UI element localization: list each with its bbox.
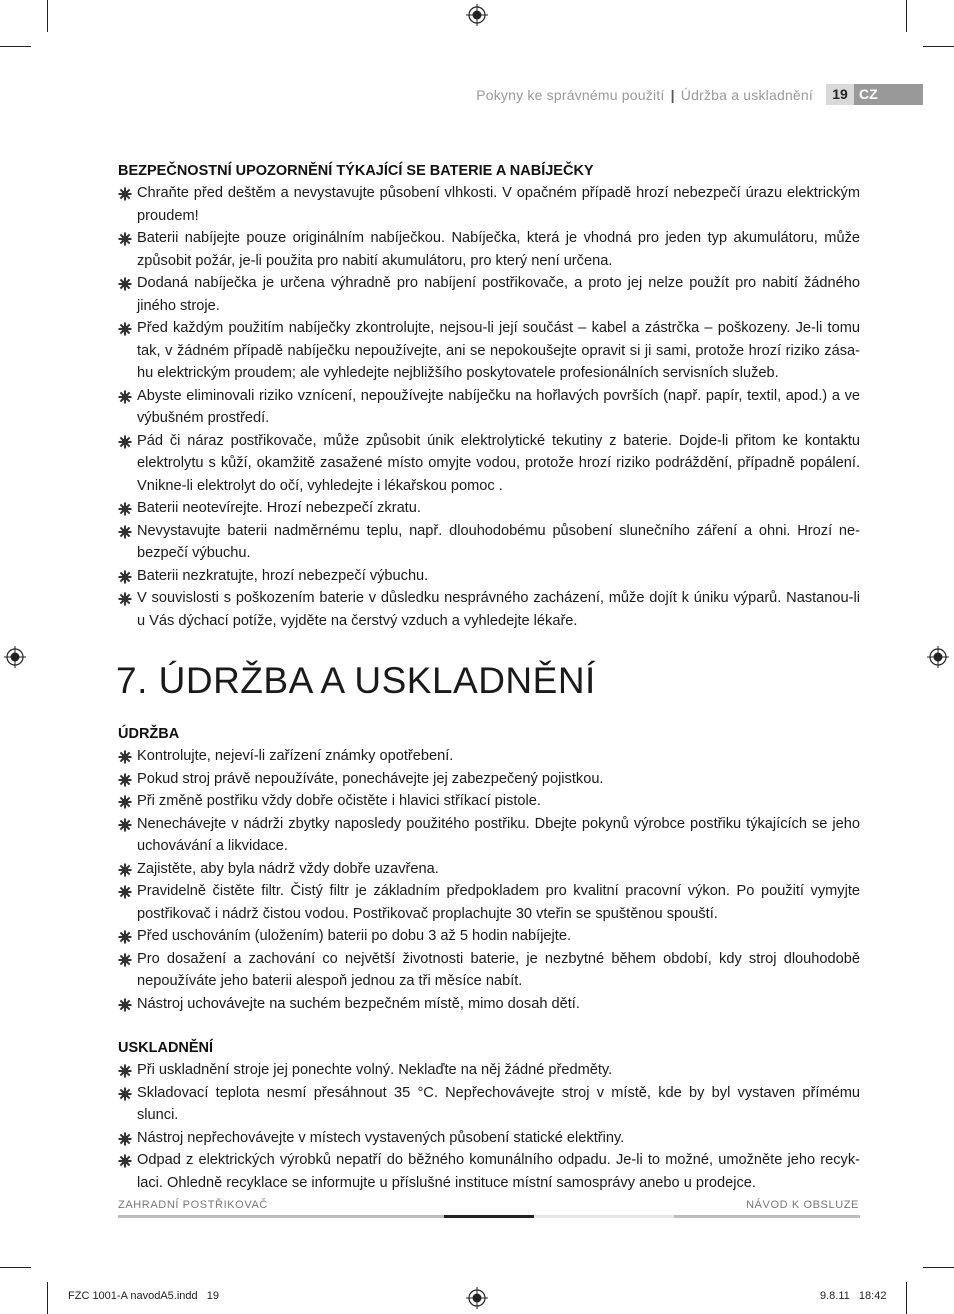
bullet-icon — [118, 569, 132, 583]
footer-rule-accent — [444, 1215, 534, 1218]
list-item-text: Nástroj uchovávejte na suchém bezpečném místě, mimo dosah dětí. — [137, 995, 580, 1012]
bullet-icon — [118, 434, 132, 448]
list-item — [118, 858, 860, 881]
list-item — [118, 925, 860, 948]
list-item-text: Pokud stroj právě nepoužíváte, ponechávejte jej zabezpečený pojistkou. — [137, 770, 604, 787]
bullet-icon — [118, 952, 132, 966]
list-item — [118, 880, 860, 925]
list-item-text: Abyste eliminovali riziko vznícení, nepoužívejte nabíječku na hořlavých površích (např. papír, textil, apod.) a ve výbušném prostředí. — [137, 387, 860, 426]
list-item — [118, 385, 860, 430]
bullet-icon — [118, 1153, 132, 1167]
list-item-text: Chraňte před deštěm a nevystavujte působení vlhkosti. V opačném případě hrozí nebezpečí úrazu elektrickým proudem! — [137, 185, 860, 224]
list-item — [118, 790, 860, 813]
list-item — [118, 1059, 860, 1082]
list-item-text: Před každým použitím nabíječky zkontrolujte, nejsou-li její součást – kabel a zástrčka – poškozeny. Je-li tomu tak, v žádném případě nabíječku nepoužívejte, ani se nepokoušejte opravit si ji sami, protože hrozí riziko zása-hu elektrickým proudem; ale vyhledejte nejbližšího poskytovatele profesionálních servisních služeb. — [137, 320, 860, 381]
crop-mark — [923, 46, 954, 47]
header-section: Pokyny ke správnému použití — [476, 87, 665, 103]
list-item-text: Pravidelně čistěte filtr. Čistý filtr je základním předpokladem pro kvalitní pracovní výkon. Po použití vymyjte postřikovač i nádrž čistou vodou. Postřikovač proplachujte 30 vteřin se spuštěnou spouští. — [137, 883, 860, 922]
crop-mark — [923, 1267, 954, 1268]
bullet-icon — [118, 884, 132, 898]
storage-list — [118, 1059, 860, 1194]
list-item-text: Nevystavujte baterii nadměrnému teplu, např. dlouhodobému působení slunečního záření a ohni. Hrozí ne-bezpečí výbuchu. — [137, 522, 860, 561]
list-item — [118, 745, 860, 768]
list-item — [118, 227, 860, 272]
list-item-text: Nenechávejte v nádrži zbytky naposledy použitého postřiku. Dbejte pokynů výrobce postřiku týkajících se jeho uchovávání a likvidace. — [137, 815, 860, 854]
list-item-text: Baterii nabíjejte pouze originálním nabíječkou. Nabíječka, která je vhodná pro jeden typ akumulátoru, může způsobit požár, je-li použita pro nabití akumulátoru, pro který není určena. — [137, 230, 860, 269]
registration-mark-icon — [927, 646, 949, 668]
crop-mark — [47, 0, 48, 32]
bullet-icon — [118, 276, 132, 290]
bullet-icon — [118, 997, 132, 1011]
maintenance-list — [118, 745, 860, 1015]
bullet-icon — [118, 231, 132, 245]
footer-manual: NÁVOD K OBSLUZE — [746, 1199, 859, 1211]
list-item — [118, 272, 860, 317]
list-item-text: Skladovací teplota nesmí přesáhnout 35 °C. Nepřechovávejte stroj v místě, kde by byl vystaven přímému slunci. — [137, 1084, 860, 1123]
language-tab: CZ — [854, 84, 923, 105]
list-item — [118, 587, 860, 632]
list-item — [118, 813, 860, 858]
registration-mark-icon — [466, 4, 488, 26]
bullet-icon — [118, 794, 132, 808]
crop-mark — [0, 46, 31, 47]
header-chapter: Údržba a uskladnění — [680, 87, 813, 103]
list-item-text: Dodaná nabíječka je určena výhradně pro nabíjení postřikovače, a proto jej nelze použít pro nabití žádného jiného stroje. — [137, 275, 860, 314]
bullet-icon — [118, 817, 132, 831]
slug-date: 9.8.11 18:42 — [820, 1290, 887, 1302]
list-item — [118, 993, 860, 1016]
bullet-icon — [118, 321, 132, 335]
list-item — [118, 1149, 860, 1194]
bullet-icon — [118, 1063, 132, 1077]
crop-mark — [0, 1267, 31, 1268]
list-item-text: Baterii nezkratujte, hrozí nebezpečí výbuchu. — [137, 567, 429, 584]
chapter-title: 7. ÚDRŽBA A USKLADNĚNÍ — [116, 660, 596, 701]
footer-rule — [118, 1215, 444, 1218]
list-item-text: Zajistěte, aby byla nádrž vždy dobře uzavřena. — [137, 860, 439, 877]
storage-section — [118, 1037, 860, 1194]
bullet-icon — [118, 389, 132, 403]
list-item-text: Při uskladnění stroje jej ponechte volný. Neklaďte na něj žádné předměty. — [137, 1062, 613, 1078]
crop-mark — [906, 0, 907, 32]
running-header — [476, 87, 813, 103]
list-item — [118, 768, 860, 791]
list-item — [118, 1082, 860, 1127]
bullet-icon — [118, 929, 132, 943]
list-item — [118, 948, 860, 993]
bullet-icon — [118, 749, 132, 763]
maintenance-section — [118, 723, 860, 1015]
list-item-text: Kontrolujte, nejeví-li zařízení známky opotřebení. — [137, 748, 454, 764]
slug-filename: FZC 1001-A navodA5.indd 19 — [68, 1290, 220, 1302]
crop-mark — [906, 1282, 907, 1314]
bullet-icon — [118, 862, 132, 876]
list-item — [118, 182, 860, 227]
bullet-icon — [118, 501, 132, 515]
bullet-icon — [118, 524, 132, 538]
list-item — [118, 1127, 860, 1150]
list-item-text: Nástroj nepřechovávejte v místech vystavených působení statické elektřiny. — [137, 1129, 625, 1146]
list-item — [118, 497, 860, 520]
bullet-icon — [118, 186, 132, 200]
footer-rule — [534, 1215, 674, 1218]
bullet-icon — [118, 1086, 132, 1100]
registration-mark-icon — [4, 646, 26, 668]
list-item-text: Odpad z elektrických výrobků nepatří do běžného komunálního odpadu. Je-li to možné, umožněte jeho recyk-laci. Ohledně recyklace se informujte u příslušné instituce místní samosprávy anebo u prodejce. — [137, 1152, 860, 1191]
bullet-icon — [118, 1131, 132, 1145]
list-item-text: Pro dosažení a zachování co největší životnosti baterie, je nezbytné během období, kdy stroj dlouhodobě nepoužíváte jeho baterii alespoň jednou za tři měsíce nabít. — [137, 950, 860, 989]
list-item — [118, 565, 860, 588]
header-separator: | — [670, 87, 675, 103]
list-item — [118, 520, 860, 565]
list-item-text: Pád či náraz postřikovače, může způsobit únik elektrolytické tekutiny z baterie. Dojde-li přitom ke kontaktu elektrolytu s kůží, okamžitě zasažené místo omyjte vodou, protože hrozí riziko podráždění, případně popálení. Vnikne-li elektrolyt do očí, vyhledejte i lékařskou pomoc . — [137, 432, 860, 494]
battery-safety-list — [118, 182, 860, 632]
footer-rule — [674, 1215, 860, 1218]
list-item-text: V souvislosti s poškozením baterie v důsledku nesprávného zacházení, může dojít k úniku výparů. Nastanou-li u Vás dýchací potíže, vyjděte na čerstvý vzduch a vyhledejte lékaře. — [137, 590, 860, 629]
storage-heading: USKLADNĚNÍ — [118, 1040, 214, 1056]
page-number: 19 — [826, 84, 854, 105]
list-item — [118, 317, 860, 385]
bullet-icon — [118, 591, 132, 605]
list-item — [118, 430, 860, 498]
list-item-text: Při změně postřiku vždy dobře očistěte i hlavici stříkací pistole. — [137, 793, 541, 809]
list-item-text: Baterii neotevírejte. Hrozí nebezpečí zkratu. — [137, 500, 421, 516]
registration-mark-icon — [466, 1287, 488, 1309]
bullet-icon — [118, 772, 132, 786]
battery-safety-heading: BEZPEČNOSTNÍ UPOZORNĚNÍ TÝKAJÍCÍ SE BATERIE A NABÍJEČKY — [118, 163, 594, 179]
footer-product: ZAHRADNÍ POSTŘIKOVAČ — [118, 1199, 268, 1211]
crop-mark — [47, 1282, 48, 1314]
list-item-text: Před uschováním (uložením) baterii po dobu 3 až 5 hodin nabíjejte. — [137, 928, 572, 944]
battery-safety-section — [118, 160, 860, 632]
maintenance-heading: ÚDRŽBA — [118, 726, 180, 742]
